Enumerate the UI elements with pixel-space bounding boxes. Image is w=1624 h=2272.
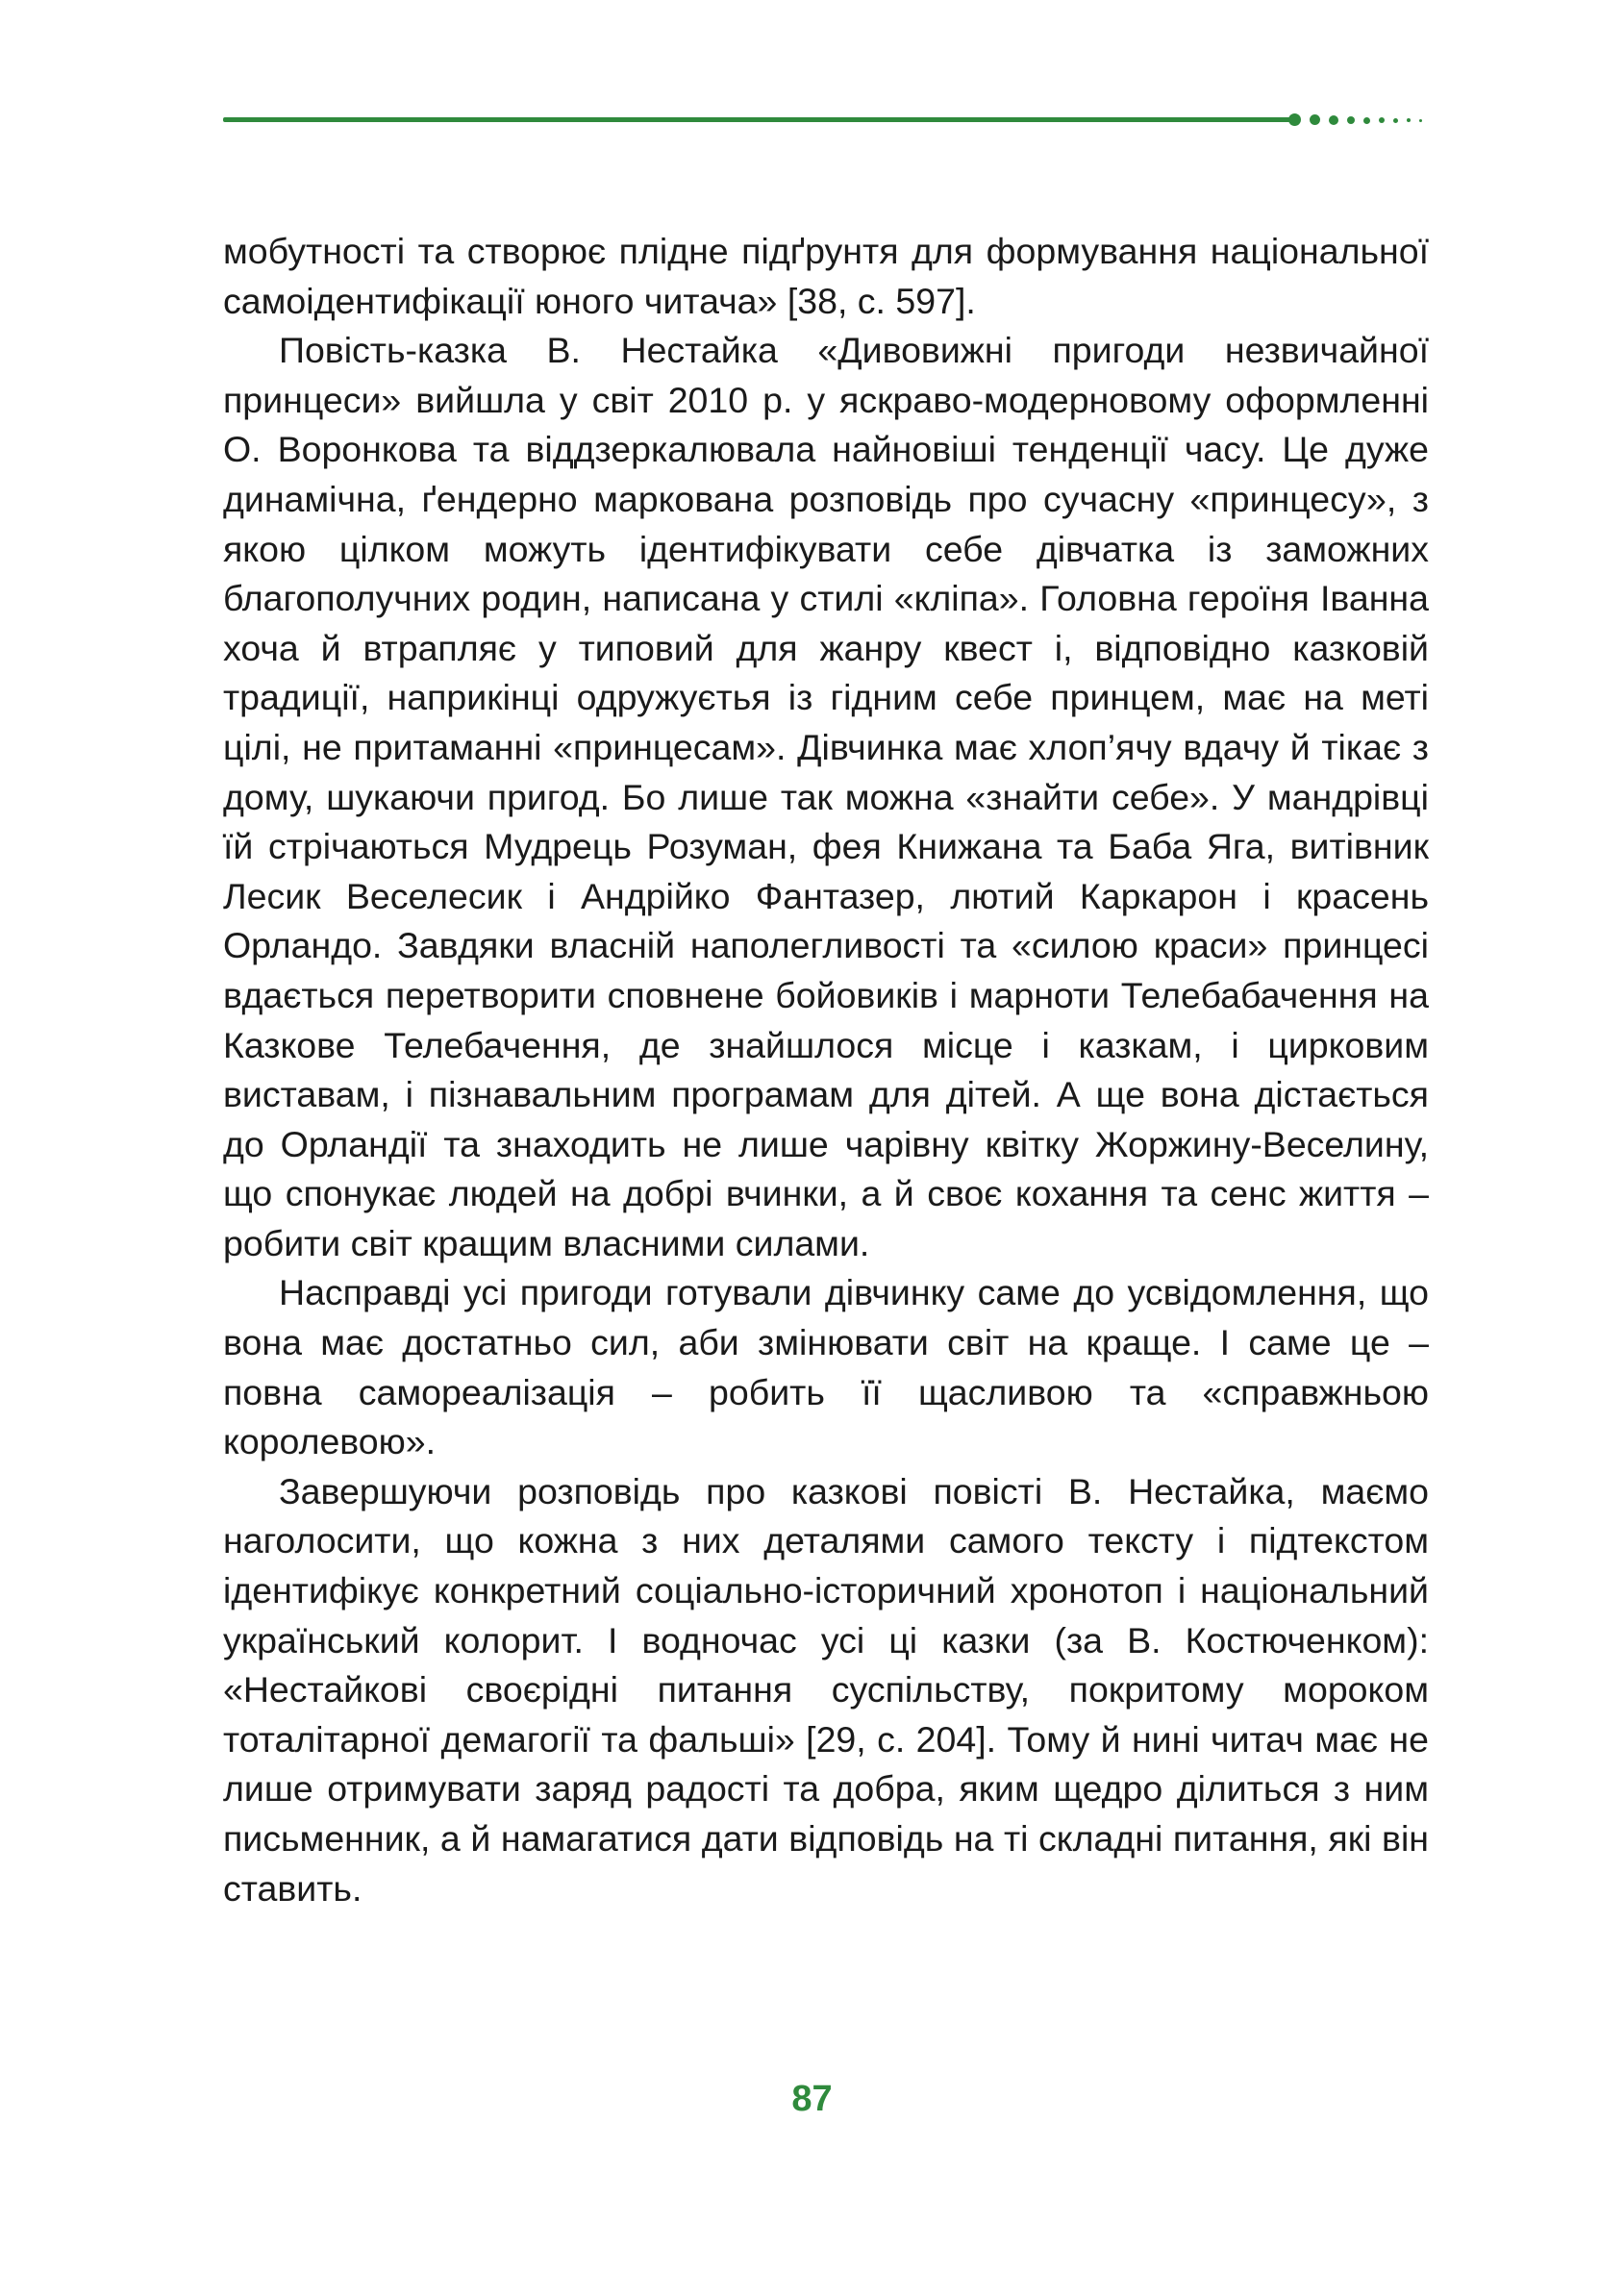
body-text (223, 227, 1429, 1913)
header-rule (223, 117, 1292, 122)
header-dot (1379, 117, 1385, 123)
header-dot (1288, 113, 1301, 126)
paragraph: Завершуючи розповідь про казкові повісті В. Нестайка, маємо наголосити, що кожна з них деталями самого тексту і підтекстом ідентифікує конкретний соціально-історичний хронотоп і національний український колорит. І водночас усі ці казки (за В. Костюченком): «Нестайкові своєрідні питання суспільству, покритому мороком тоталітарної демагогії та фальші» [29, с. 204]. Тому й нині читач має не лише отримувати заряд радості та добра, яким щедро ділиться з ним письменник, а й намагатися дати відповідь на ті складні питання, які він ставить. (223, 1470, 1429, 1909)
paragraph: Повість-казка В. Нестайка «Дивовижні пригоди незвичайної принцеси» вийшла у світ 2010 р. у яскраво-модерновому оформленні О. Воронкова та віддзеркалювала найновіші тенденції часу. Це дуже динамічна, ґендерно маркована розповідь про сучасну «принцесу», з якою цілком можуть ідентифікувати себе дівчатка із заможних благополучних родин, написана у стилі «кліпа». Головна героїня Іванна хоча й втрапляє у типовий для жанру квест і, відповідно казковій традиції, наприкінці одружуєтья із гідним себе принцем, має на меті цілі, не притаманні «принцесам». Дівчинка має хлоп’ячу вдачу й тікає з дому, шукаючи пригод. Бо лише так можна «знайти себе». У мандрівці їй стрічаються Мудрець Розуман, фея Книжана та Баба Яга, витівник Лесик Веселесик і Андрійко Фантазер, лютий Каркарон і красень Орландо. Завдяки власній наполегливості та «силою краси» принцесі вдається перетворити сповнене бойовиків і марноти Телебабачення на Казкове Телебачення, де знайшлося місце і казкам, і цирковим виставам, і пізнавальним програмам для дітей. А ще вона дістається до Орландії та знаходить не лише чарівну квітку Жоржину-Веселину, що спонукає людей на добрі вчинки, а й своє кохання та сенс життя – робити світ кращим власними силами. (223, 330, 1429, 1263)
header-dot (1310, 114, 1320, 125)
paragraph: мобутності та створює плідне підґрунтя для формування національної самоідентифікації юного читача» [38, с. 597]. (223, 231, 1429, 321)
page-number: 87 (791, 2079, 833, 2119)
header-dot (1329, 115, 1338, 125)
header-dot (1407, 118, 1411, 122)
header-dot (1419, 119, 1422, 122)
header-dot (1363, 117, 1370, 124)
header-dot (1347, 116, 1355, 124)
header-dot (1393, 118, 1398, 123)
paragraph: Насправді усі пригоди готували дівчинку саме до усвідомлення, що вона має достатньо сил, аби змінювати світ на краще. І саме це – повна самореалізація – робить її щасливою та «справжньою королевою». (223, 1272, 1429, 1462)
